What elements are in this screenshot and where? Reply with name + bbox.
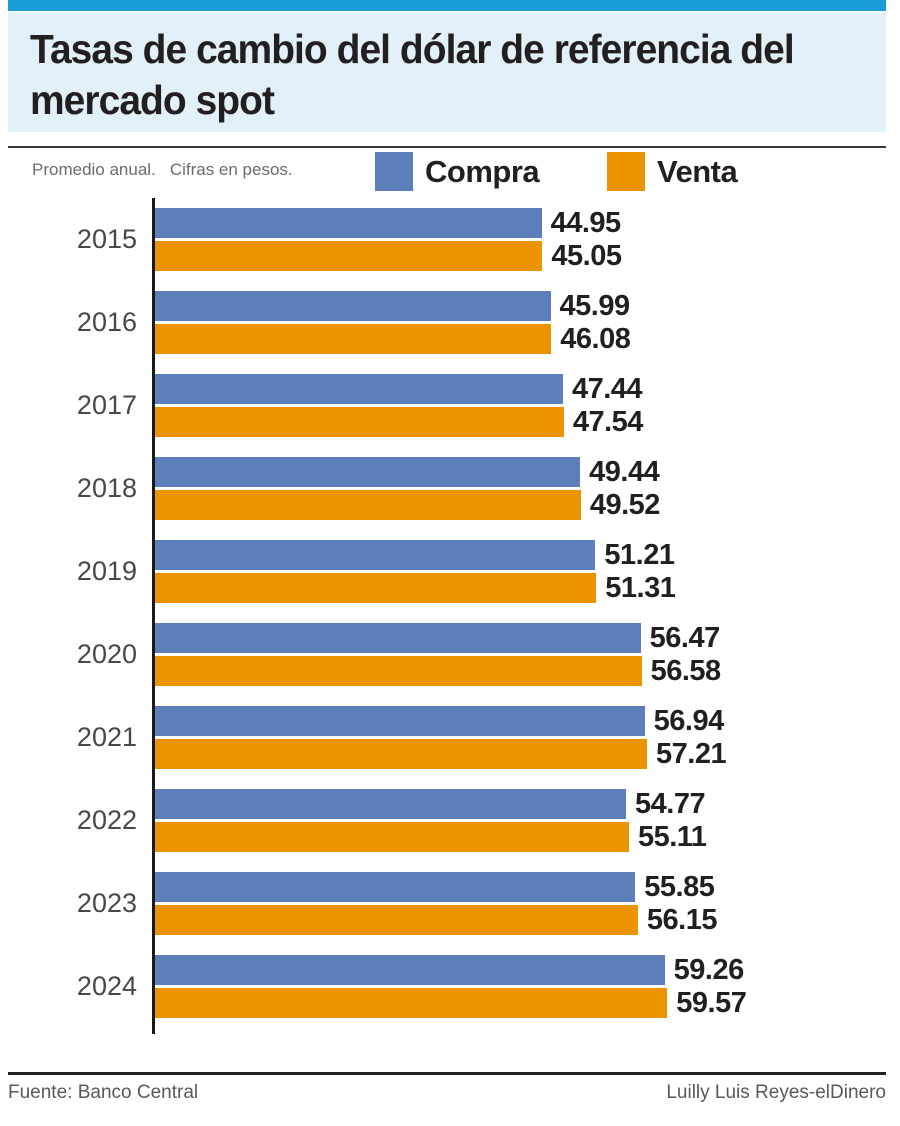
legend-label-venta: Venta xyxy=(657,153,738,189)
bar-line xyxy=(155,706,900,736)
venta-bar xyxy=(155,988,667,1018)
legend-item-venta xyxy=(607,152,737,191)
venta-bar xyxy=(155,407,564,437)
legend-label-compra: Compra xyxy=(425,153,540,189)
bar-line xyxy=(155,656,900,686)
subheader xyxy=(0,148,900,204)
bar-line xyxy=(155,872,900,902)
y-axis-line xyxy=(152,198,155,1034)
bar-line xyxy=(155,291,900,321)
venta-value-label: 51.31 xyxy=(605,572,676,604)
venta-value-label: 55.11 xyxy=(637,821,707,853)
year-label: 2020 xyxy=(76,639,137,669)
year-label: 2021 xyxy=(76,722,137,752)
compra-bar xyxy=(155,457,580,487)
chart-rows xyxy=(0,204,900,1018)
compra-value-label: 59.26 xyxy=(673,954,744,986)
header-accent-strip xyxy=(8,0,886,11)
venta-bar xyxy=(155,739,647,769)
compra-bar xyxy=(155,623,641,653)
bar-pair xyxy=(155,872,900,935)
bar-line xyxy=(155,573,900,603)
compra-value-label: 54.77 xyxy=(635,788,706,820)
bar-line xyxy=(155,905,900,935)
venta-value-label: 56.58 xyxy=(650,655,721,687)
bar-line xyxy=(155,540,900,570)
bar-pair xyxy=(155,291,900,354)
compra-value-label: 51.21 xyxy=(604,539,675,571)
compra-bar xyxy=(155,955,665,985)
year-label: 2016 xyxy=(76,307,137,337)
venta-bar xyxy=(155,822,629,852)
year-group xyxy=(0,457,900,520)
year-label: 2015 xyxy=(76,224,137,254)
compra-bar xyxy=(155,540,595,570)
bar-pair xyxy=(155,789,900,852)
subtitle-note-1: Promedio anual. xyxy=(32,160,156,179)
venta-bar xyxy=(155,573,596,603)
bar-line xyxy=(155,739,900,769)
year-group xyxy=(0,374,900,437)
venta-bar xyxy=(155,656,642,686)
compra-value-label: 55.85 xyxy=(644,871,715,903)
bar-line xyxy=(155,457,900,487)
bar-line xyxy=(155,374,900,404)
venta-bar xyxy=(155,905,638,935)
year-label: 2017 xyxy=(76,390,137,420)
bar-pair xyxy=(155,540,900,603)
bar-line xyxy=(155,490,900,520)
bar-line xyxy=(155,208,900,238)
venta-value-label: 56.15 xyxy=(646,904,717,936)
bar-line xyxy=(155,241,900,271)
bar-line xyxy=(155,955,900,985)
subtitle-note-2: Cifras en pesos. xyxy=(169,160,293,179)
bar-line xyxy=(155,407,900,437)
year-label: 2024 xyxy=(76,971,137,1001)
source-credit: Fuente: Banco Central xyxy=(8,1082,199,1103)
header xyxy=(8,12,886,132)
bar-pair xyxy=(155,955,900,1018)
compra-bar xyxy=(155,208,542,238)
compra-bar xyxy=(155,706,645,736)
venta-bar xyxy=(155,324,551,354)
venta-value-label: 45.05 xyxy=(551,240,622,272)
bar-line xyxy=(155,988,900,1018)
year-label: 2019 xyxy=(76,556,137,586)
compra-bar xyxy=(155,872,635,902)
bar-pair xyxy=(155,208,900,271)
legend-item-compra xyxy=(375,152,539,191)
year-group xyxy=(0,789,900,852)
footer xyxy=(8,1082,886,1104)
bar-line xyxy=(155,623,900,653)
venta-swatch-icon xyxy=(607,152,645,191)
year-group xyxy=(0,291,900,354)
footer-divider xyxy=(8,1072,886,1075)
bar-pair xyxy=(155,457,900,520)
venta-value-label: 57.21 xyxy=(656,738,727,770)
compra-swatch-icon xyxy=(375,152,413,191)
compra-value-label: 45.99 xyxy=(559,290,630,322)
venta-value-label: 59.57 xyxy=(676,987,747,1019)
year-label: 2023 xyxy=(76,888,137,918)
bar-line xyxy=(155,324,900,354)
year-group xyxy=(0,706,900,769)
year-group xyxy=(0,208,900,271)
year-group xyxy=(0,872,900,935)
year-group xyxy=(0,540,900,603)
bar-line xyxy=(155,822,900,852)
year-group xyxy=(0,623,900,686)
venta-bar xyxy=(155,241,542,271)
year-label: 2022 xyxy=(76,805,137,835)
compra-value-label: 56.94 xyxy=(653,705,724,737)
bar-pair xyxy=(155,623,900,686)
year-label: 2018 xyxy=(76,473,137,503)
bar-pair xyxy=(155,374,900,437)
compra-value-label: 44.95 xyxy=(550,207,621,239)
venta-value-label: 49.52 xyxy=(589,489,660,521)
compra-bar xyxy=(155,789,626,819)
compra-value-label: 47.44 xyxy=(571,373,643,405)
compra-bar xyxy=(155,374,563,404)
venta-bar xyxy=(155,490,581,520)
bar-pair xyxy=(155,706,900,769)
year-group xyxy=(0,955,900,1018)
venta-value-label: 47.54 xyxy=(572,406,643,438)
page-title-line-1: Tasas de cambio del dólar de referencia del xyxy=(30,26,794,72)
venta-value-label: 46.08 xyxy=(560,323,631,355)
bar-chart xyxy=(0,204,900,1038)
page-title-line-2: mercado spot xyxy=(30,77,275,123)
compra-bar xyxy=(155,291,551,321)
author-credit: Luilly Luis Reyes-elDinero xyxy=(666,1082,886,1103)
compra-value-label: 49.44 xyxy=(589,456,660,488)
chart-subtitle xyxy=(32,160,293,180)
bar-line xyxy=(155,789,900,819)
compra-value-label: 56.47 xyxy=(649,622,720,654)
